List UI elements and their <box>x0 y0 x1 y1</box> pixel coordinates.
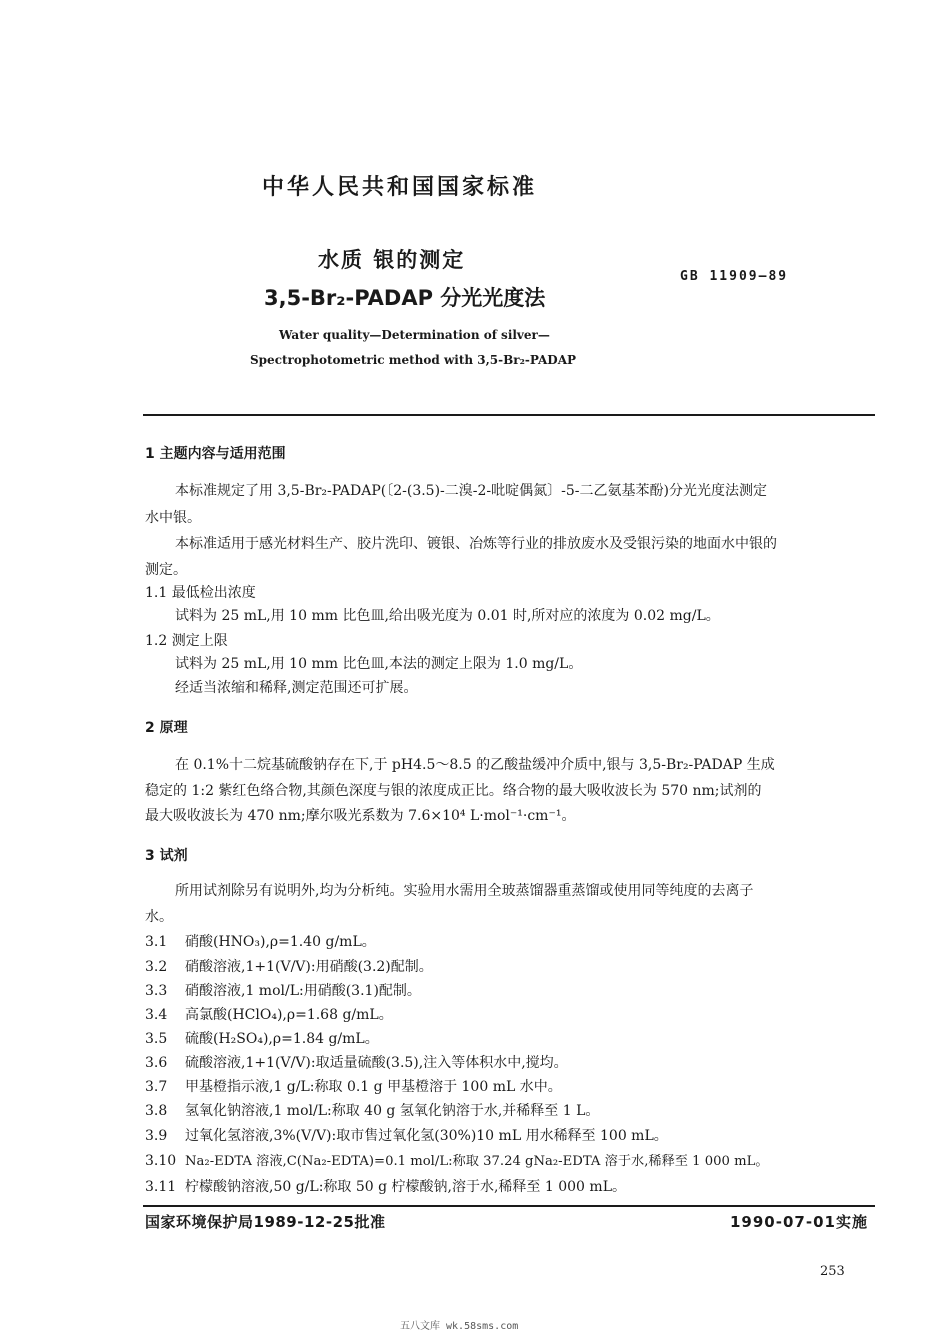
header-divider <box>143 414 875 416</box>
reagent-item <box>145 957 433 977</box>
section-1-heading: 1 主题内容与适用范围 <box>145 446 286 462</box>
section-1-2-heading: 1.2 测定上限 <box>145 633 228 649</box>
reagent-item <box>145 932 376 952</box>
reagent-number: 3.2 <box>145 959 168 975</box>
reagent-number: 3.9 <box>145 1128 168 1144</box>
reagent-number: 3.5 <box>145 1031 168 1047</box>
section-1-paragraph-1-cont: 水中银。 <box>145 510 201 526</box>
reagent-number: 3.1 <box>145 934 168 950</box>
page-number: 253 <box>820 1264 845 1279</box>
reagent-item <box>145 1005 393 1025</box>
reagent-number: 3.11 <box>145 1179 177 1195</box>
reagent-text: 甲基橙指示液,1 g/L:称取 0.1 g 甲基橙溶于 100 mL 水中。 <box>185 1079 562 1095</box>
reagent-item <box>145 1151 769 1172</box>
reagent-text: 硫酸溶液,1+1(V/V):取适量硫酸(3.5),注入等体积水中,搅均。 <box>185 1055 568 1071</box>
document-title-en-line1: Water quality—Determination of silver— <box>279 328 550 342</box>
section-3-intro-cont: 水。 <box>145 909 173 925</box>
section-3-heading: 3 试剂 <box>145 848 188 864</box>
reagent-text: Na₂-EDTA 溶液,C(Na₂-EDTA)=0.1 mol/L:称取 37.24 gNa₂-EDTA 溶于水,稀释至 1 000 mL。 <box>185 1154 769 1169</box>
effective-date: 1990-07-01实施 <box>730 1213 868 1231</box>
section-1-paragraph-1: 本标准规定了用 3,5-Br₂-PADAP(〔2-(3.5)-二溴-2-吡啶偶氮〕-5-二乙氨基苯酚)分光光度法测定 <box>175 483 767 499</box>
reagent-number: 3.6 <box>145 1055 168 1071</box>
reagent-item <box>145 1029 379 1049</box>
section-1-1-text: 试料为 25 mL,用 10 mm 比色皿,给出吸光度为 0.01 时,所对应的浓度为 0.02 mg/L。 <box>175 608 720 624</box>
footer-divider <box>143 1205 875 1207</box>
reagent-number: 3.7 <box>145 1079 168 1095</box>
approval-line: 国家环境保护局1989-12-25批准 <box>145 1213 386 1231</box>
section-2-line-2: 稳定的 1:2 紫红色络合物,其颜色深度与银的浓度成正比。络合物的最大吸收波长为 570 nm;试剂的 <box>145 783 762 799</box>
section-1-paragraph-2-cont: 测定。 <box>145 562 187 578</box>
reagent-text: 氢氧化钠溶液,1 mol/L:称取 40 g 氢氧化钠溶于水,并稀释至 1 L。 <box>185 1103 600 1119</box>
reagent-item <box>145 1101 599 1121</box>
document-title-cn-line1: 水质 银的测定 <box>318 248 466 272</box>
section-1-paragraph-2: 本标准适用于感光材料生产、胶片洗印、镀银、冶炼等行业的排放废水及受银污染的地面水中银的 <box>175 536 777 552</box>
document-title-en-line2: Spectrophotometric method with 3,5-Br₂-PADAP <box>250 353 577 367</box>
reagent-item <box>145 1126 668 1146</box>
section-3-intro: 所用试剂除另有说明外,均为分析纯。实验用水需用全玻蒸馏器重蒸馏或使用同等纯度的去离子 <box>175 883 754 899</box>
section-1-2-text: 试料为 25 mL,用 10 mm 比色皿,本法的测定上限为 1.0 mg/L。 <box>175 656 583 672</box>
watermark: 五八文库 wk.58sms.com <box>400 1321 519 1332</box>
section-2-line-3: 最大吸收波长为 470 nm;摩尔吸光系数为 7.6×10⁴ L·mol⁻¹·cm⁻¹。 <box>145 808 576 824</box>
reagent-item <box>145 1053 568 1073</box>
reagent-item <box>145 1077 562 1097</box>
section-2-line-1: 在 0.1%十二烷基硫酸钠存在下,于 pH4.5～8.5 的乙酸盐缓冲介质中,银与 3,5-Br₂-PADAP 生成 <box>175 757 775 773</box>
reagent-item <box>145 1177 626 1197</box>
reagent-text: 高氯酸(HClO₄),ρ=1.68 g/mL。 <box>185 1007 393 1023</box>
reagent-text: 硝酸溶液,1+1(V/V):用硝酸(3.2)配制。 <box>185 959 433 975</box>
reagent-text: 硝酸(HNO₃),ρ=1.40 g/mL。 <box>185 934 376 950</box>
reagent-number: 3.10 <box>145 1153 177 1169</box>
reagent-item <box>145 981 421 1001</box>
standard-code: GB 11909—89 <box>680 269 789 284</box>
reagent-text: 硝酸溶液,1 mol/L:用硝酸(3.1)配制。 <box>185 983 421 999</box>
reagent-text: 柠檬酸钠溶液,50 g/L:称取 50 g 柠檬酸钠,溶于水,稀释至 1 000 mL。 <box>185 1179 626 1195</box>
country-standard-title: 中华人民共和国国家标准 <box>262 175 538 200</box>
reagent-text: 硫酸(H₂SO₄),ρ=1.84 g/mL。 <box>185 1031 379 1047</box>
section-2-heading: 2 原理 <box>145 720 188 736</box>
document-title-cn-line2: 3,5-Br₂-PADAP 分光光度法 <box>264 286 546 310</box>
section-1-2-text-2: 经适当浓缩和稀释,测定范围还可扩展。 <box>175 680 418 696</box>
reagent-number: 3.3 <box>145 983 168 999</box>
reagent-text: 过氧化氢溶液,3%(V/V):取市售过氧化氢(30%)10 mL 用水稀释至 100 mL。 <box>185 1128 668 1144</box>
reagent-number: 3.4 <box>145 1007 168 1023</box>
reagent-number: 3.8 <box>145 1103 168 1119</box>
section-1-1-heading: 1.1 最低检出浓度 <box>145 585 256 601</box>
